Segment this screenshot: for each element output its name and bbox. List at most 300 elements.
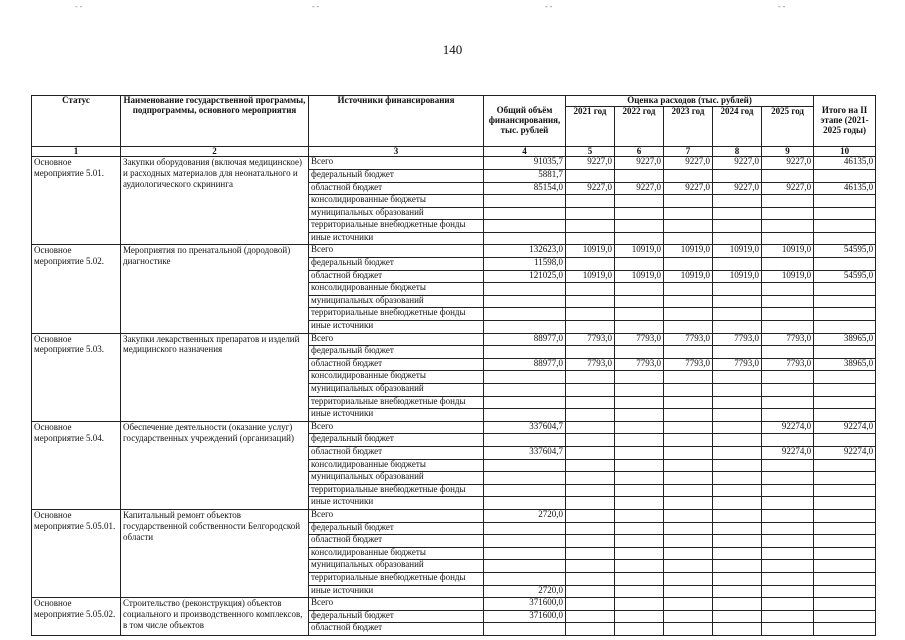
header-year: 2025 год xyxy=(762,106,814,146)
year-amount-cell: 9227,0 xyxy=(664,157,713,170)
funding-source-cell: федеральный бюджет xyxy=(309,169,484,182)
year-amount-cell xyxy=(664,585,713,598)
year-amount-cell: 92274,0 xyxy=(762,421,814,434)
year-amount-cell xyxy=(713,446,762,459)
year-amount-cell xyxy=(713,220,762,233)
year-amount-cell xyxy=(713,484,762,497)
year-amount-cell xyxy=(762,610,814,623)
year-amount-cell xyxy=(713,384,762,397)
funding-source-cell: территориальные внебюджетные фонды xyxy=(309,396,484,409)
total-amount-cell xyxy=(484,195,566,208)
year-amount-cell: 9227,0 xyxy=(713,182,762,195)
year-amount-cell xyxy=(713,258,762,271)
table-row xyxy=(32,509,876,522)
year-amount-cell xyxy=(664,295,713,308)
year-amount-cell xyxy=(664,610,713,623)
funding-source-cell: муниципальных образований xyxy=(309,384,484,397)
total-amount-cell: 2720,0 xyxy=(484,509,566,522)
year-amount-cell xyxy=(615,295,664,308)
year-amount-cell xyxy=(615,560,664,573)
header-total: Общий объём финансирования, тыс. рублей xyxy=(484,96,566,147)
year-amount-cell xyxy=(664,308,713,321)
financing-table xyxy=(31,95,876,636)
stage-total-cell xyxy=(814,509,876,522)
column-number: 5 xyxy=(566,146,615,156)
year-amount-cell xyxy=(713,572,762,585)
year-amount-cell xyxy=(713,371,762,384)
year-amount-cell xyxy=(615,459,664,472)
year-amount-cell: 10919,0 xyxy=(762,270,814,283)
stage-total-cell xyxy=(814,308,876,321)
year-amount-cell xyxy=(566,434,615,447)
stage-total-cell xyxy=(814,610,876,623)
year-amount-cell xyxy=(664,446,713,459)
year-amount-cell xyxy=(664,384,713,397)
column-number: 3 xyxy=(309,146,484,156)
year-amount-cell xyxy=(713,321,762,334)
year-amount-cell xyxy=(566,258,615,271)
column-number: 1 xyxy=(32,146,121,156)
year-amount-cell xyxy=(762,598,814,611)
total-amount-cell xyxy=(484,572,566,585)
year-amount-cell xyxy=(615,232,664,245)
year-amount-cell xyxy=(566,472,615,485)
year-amount-cell xyxy=(664,484,713,497)
year-amount-cell xyxy=(566,585,615,598)
funding-source-cell: иные источники xyxy=(309,321,484,334)
column-number: 8 xyxy=(713,146,762,156)
total-amount-cell xyxy=(484,396,566,409)
year-amount-cell xyxy=(615,283,664,296)
table-row xyxy=(32,598,876,611)
year-amount-cell xyxy=(713,421,762,434)
header-sources: Источники финансирования xyxy=(309,96,484,147)
year-amount-cell: 9227,0 xyxy=(713,157,762,170)
stage-total-cell xyxy=(814,371,876,384)
year-amount-cell xyxy=(762,585,814,598)
year-amount-cell xyxy=(762,509,814,522)
funding-source-cell: консолидированные бюджеты xyxy=(309,371,484,384)
year-amount-cell xyxy=(664,547,713,560)
funding-source-cell: федеральный бюджет xyxy=(309,346,484,359)
total-amount-cell: 371600,0 xyxy=(484,610,566,623)
year-amount-cell xyxy=(615,484,664,497)
year-amount-cell xyxy=(566,446,615,459)
total-amount-cell: 88977,0 xyxy=(484,358,566,371)
year-amount-cell xyxy=(566,295,615,308)
year-amount-cell xyxy=(615,472,664,485)
year-amount-cell xyxy=(566,283,615,296)
funding-source-cell: муниципальных образований xyxy=(309,472,484,485)
total-amount-cell: 371600,0 xyxy=(484,598,566,611)
total-amount-cell xyxy=(484,295,566,308)
funding-source-cell: Всего xyxy=(309,245,484,258)
year-amount-cell xyxy=(664,321,713,334)
year-amount-cell xyxy=(713,283,762,296)
year-amount-cell xyxy=(713,472,762,485)
year-amount-cell xyxy=(664,195,713,208)
funding-source-cell: областной бюджет xyxy=(309,446,484,459)
funding-source-cell: муниципальных образований xyxy=(309,560,484,573)
year-amount-cell xyxy=(664,421,713,434)
total-amount-cell xyxy=(484,220,566,233)
year-amount-cell xyxy=(762,258,814,271)
year-amount-cell xyxy=(762,560,814,573)
year-amount-cell xyxy=(566,308,615,321)
stage-total-cell xyxy=(814,283,876,296)
year-amount-cell: 9227,0 xyxy=(615,182,664,195)
year-amount-cell xyxy=(664,371,713,384)
stage-total-cell xyxy=(814,560,876,573)
year-amount-cell xyxy=(762,472,814,485)
year-amount-cell xyxy=(713,459,762,472)
column-number: 4 xyxy=(484,146,566,156)
year-amount-cell: 7793,0 xyxy=(713,333,762,346)
funding-source-cell: Всего xyxy=(309,333,484,346)
year-amount-cell xyxy=(762,207,814,220)
funding-source-cell: консолидированные бюджеты xyxy=(309,547,484,560)
year-amount-cell xyxy=(566,547,615,560)
header-year: 2021 год xyxy=(566,106,615,146)
funding-source-cell: Всего xyxy=(309,509,484,522)
year-amount-cell xyxy=(664,207,713,220)
year-amount-cell xyxy=(566,384,615,397)
stage-total-cell xyxy=(814,623,876,636)
funding-source-cell: муниципальных образований xyxy=(309,295,484,308)
column-number: 2 xyxy=(121,146,309,156)
year-amount-cell xyxy=(762,434,814,447)
funding-source-cell: иные источники xyxy=(309,585,484,598)
funding-source-cell: федеральный бюджет xyxy=(309,434,484,447)
funding-source-cell: консолидированные бюджеты xyxy=(309,283,484,296)
status-cell: Основное мероприятие 5.04. xyxy=(32,421,121,509)
funding-source-cell: областной бюджет xyxy=(309,535,484,548)
year-amount-cell xyxy=(664,497,713,510)
status-cell: Основное мероприятие 5.03. xyxy=(32,333,121,421)
year-amount-cell xyxy=(615,169,664,182)
total-amount-cell xyxy=(484,484,566,497)
funding-source-cell: иные источники xyxy=(309,497,484,510)
stage-total-cell xyxy=(814,321,876,334)
year-amount-cell xyxy=(713,547,762,560)
year-amount-cell: 10919,0 xyxy=(713,245,762,258)
year-amount-cell xyxy=(664,169,713,182)
year-amount-cell: 7793,0 xyxy=(566,333,615,346)
year-amount-cell xyxy=(664,572,713,585)
header-estimate: Оценка расходов (тыс. рублей) xyxy=(566,96,814,107)
year-amount-cell xyxy=(566,346,615,359)
stage-total-cell: 54595,0 xyxy=(814,270,876,283)
stage-total-cell xyxy=(814,535,876,548)
year-amount-cell: 7793,0 xyxy=(664,333,713,346)
year-amount-cell xyxy=(762,371,814,384)
year-amount-cell: 7793,0 xyxy=(762,358,814,371)
header-year: 2024 год xyxy=(713,106,762,146)
funding-source-cell: областной бюджет xyxy=(309,182,484,195)
page-number: 140 xyxy=(442,42,463,57)
stage-total-cell xyxy=(814,195,876,208)
column-number: 7 xyxy=(664,146,713,156)
year-amount-cell xyxy=(713,409,762,422)
stage-total-cell xyxy=(814,497,876,510)
year-amount-cell xyxy=(566,623,615,636)
year-amount-cell xyxy=(762,484,814,497)
year-amount-cell xyxy=(615,598,664,611)
funding-source-cell: консолидированные бюджеты xyxy=(309,195,484,208)
funding-source-cell: иные источники xyxy=(309,409,484,422)
year-amount-cell xyxy=(566,535,615,548)
header-name: Наименование государственной программы, подпрограммы, основного мероприятия xyxy=(121,96,309,147)
stage-total-cell xyxy=(814,207,876,220)
year-amount-cell xyxy=(615,610,664,623)
funding-source-cell: Всего xyxy=(309,157,484,170)
year-amount-cell xyxy=(664,535,713,548)
year-amount-cell xyxy=(664,258,713,271)
year-amount-cell xyxy=(762,195,814,208)
year-amount-cell xyxy=(713,585,762,598)
funding-source-cell: Всего xyxy=(309,598,484,611)
year-amount-cell xyxy=(713,560,762,573)
year-amount-cell xyxy=(713,509,762,522)
year-amount-cell xyxy=(615,195,664,208)
stage-total-cell xyxy=(814,598,876,611)
year-amount-cell xyxy=(615,446,664,459)
year-amount-cell: 9227,0 xyxy=(566,157,615,170)
total-amount-cell xyxy=(484,409,566,422)
year-amount-cell xyxy=(762,623,814,636)
year-amount-cell xyxy=(615,409,664,422)
year-amount-cell xyxy=(713,232,762,245)
year-amount-cell xyxy=(566,522,615,535)
stage-total-cell xyxy=(814,169,876,182)
year-amount-cell xyxy=(664,409,713,422)
year-amount-cell: 92274,0 xyxy=(762,446,814,459)
funding-source-cell: областной бюджет xyxy=(309,270,484,283)
year-amount-cell: 7793,0 xyxy=(762,333,814,346)
year-amount-cell xyxy=(713,169,762,182)
total-amount-cell xyxy=(484,308,566,321)
year-amount-cell xyxy=(713,522,762,535)
column-number: 10 xyxy=(814,146,876,156)
year-amount-cell: 9227,0 xyxy=(762,182,814,195)
year-amount-cell xyxy=(615,585,664,598)
year-amount-cell: 10919,0 xyxy=(664,245,713,258)
year-amount-cell: 9227,0 xyxy=(664,182,713,195)
year-amount-cell xyxy=(713,535,762,548)
year-amount-cell xyxy=(762,321,814,334)
year-amount-cell xyxy=(615,509,664,522)
stage-total-cell: 38965,0 xyxy=(814,358,876,371)
stage-total-cell xyxy=(814,409,876,422)
year-amount-cell xyxy=(566,232,615,245)
funding-source-cell: федеральный бюджет xyxy=(309,522,484,535)
year-amount-cell xyxy=(713,610,762,623)
funding-source-cell: муниципальных образований xyxy=(309,207,484,220)
status-cell: Основное мероприятие 5.05.02. xyxy=(32,598,121,636)
total-amount-cell: 5881,7 xyxy=(484,169,566,182)
year-amount-cell xyxy=(566,220,615,233)
year-amount-cell xyxy=(615,535,664,548)
stage-total-cell: 92274,0 xyxy=(814,446,876,459)
stage-total-cell xyxy=(814,396,876,409)
year-amount-cell xyxy=(664,283,713,296)
measure-name-cell: Строительство (реконструкция) объектов социального и производственного комплексов, в том числе объектов xyxy=(121,598,309,636)
table-body xyxy=(32,157,876,636)
year-amount-cell xyxy=(566,484,615,497)
year-amount-cell xyxy=(566,409,615,422)
table-row xyxy=(32,245,876,258)
stage-total-cell xyxy=(814,220,876,233)
year-amount-cell: 10919,0 xyxy=(566,270,615,283)
year-amount-cell: 10919,0 xyxy=(713,270,762,283)
total-amount-cell: 11598,0 xyxy=(484,258,566,271)
funding-source-cell: консолидированные бюджеты xyxy=(309,459,484,472)
year-amount-cell xyxy=(615,321,664,334)
year-amount-cell xyxy=(762,232,814,245)
stage-total-cell xyxy=(814,484,876,497)
stage-total-cell: 54595,0 xyxy=(814,245,876,258)
stage-total-cell: 38965,0 xyxy=(814,333,876,346)
table-row xyxy=(32,157,876,170)
year-amount-cell: 10919,0 xyxy=(664,270,713,283)
year-amount-cell xyxy=(566,598,615,611)
total-amount-cell xyxy=(484,283,566,296)
header-year: 2022 год xyxy=(615,106,664,146)
year-amount-cell xyxy=(762,535,814,548)
year-amount-cell xyxy=(713,497,762,510)
year-amount-cell: 10919,0 xyxy=(762,245,814,258)
year-amount-cell xyxy=(566,396,615,409)
year-amount-cell xyxy=(762,522,814,535)
funding-source-cell: областной бюджет xyxy=(309,358,484,371)
status-cell: Основное мероприятие 5.02. xyxy=(32,245,121,333)
year-amount-cell xyxy=(713,623,762,636)
year-amount-cell xyxy=(664,560,713,573)
year-amount-cell xyxy=(713,396,762,409)
year-amount-cell xyxy=(566,371,615,384)
stage-total-cell xyxy=(814,472,876,485)
total-amount-cell xyxy=(484,384,566,397)
year-amount-cell xyxy=(615,547,664,560)
year-amount-cell: 9227,0 xyxy=(762,157,814,170)
year-amount-cell xyxy=(566,509,615,522)
total-amount-cell xyxy=(484,346,566,359)
funding-source-cell: территориальные внебюджетные фонды xyxy=(309,220,484,233)
year-amount-cell xyxy=(566,497,615,510)
table-row xyxy=(32,421,876,434)
year-amount-cell xyxy=(664,623,713,636)
status-cell: Основное мероприятие 5.05.01. xyxy=(32,509,121,597)
total-amount-cell: 2720,0 xyxy=(484,585,566,598)
column-number-row xyxy=(32,146,876,156)
year-amount-cell: 10919,0 xyxy=(566,245,615,258)
funding-source-cell: федеральный бюджет xyxy=(309,610,484,623)
year-amount-cell xyxy=(762,572,814,585)
year-amount-cell xyxy=(664,472,713,485)
year-amount-cell xyxy=(615,258,664,271)
table-row xyxy=(32,333,876,346)
year-amount-cell xyxy=(713,598,762,611)
year-amount-cell xyxy=(713,434,762,447)
year-amount-cell xyxy=(615,522,664,535)
year-amount-cell xyxy=(664,522,713,535)
total-amount-cell xyxy=(484,371,566,384)
year-amount-cell xyxy=(615,308,664,321)
year-amount-cell xyxy=(762,396,814,409)
year-amount-cell xyxy=(566,321,615,334)
year-amount-cell xyxy=(566,169,615,182)
year-amount-cell xyxy=(615,421,664,434)
funding-source-cell: территориальные внебюджетные фонды xyxy=(309,484,484,497)
year-amount-cell xyxy=(762,459,814,472)
funding-source-cell: федеральный бюджет xyxy=(309,258,484,271)
year-amount-cell xyxy=(615,572,664,585)
year-amount-cell xyxy=(762,295,814,308)
column-number: 9 xyxy=(762,146,814,156)
total-amount-cell: 337604,7 xyxy=(484,421,566,434)
stage-total-cell xyxy=(814,522,876,535)
stage-total-cell xyxy=(814,384,876,397)
funding-source-cell: областной бюджет xyxy=(309,623,484,636)
total-amount-cell xyxy=(484,560,566,573)
total-amount-cell xyxy=(484,232,566,245)
year-amount-cell xyxy=(615,371,664,384)
status-cell: Основное мероприятие 5.01. xyxy=(32,157,121,245)
year-amount-cell xyxy=(762,547,814,560)
year-amount-cell xyxy=(664,509,713,522)
stage-total-cell xyxy=(814,434,876,447)
column-number: 6 xyxy=(615,146,664,156)
stage-total-cell xyxy=(814,346,876,359)
total-amount-cell xyxy=(484,207,566,220)
measure-name-cell: Обеспечение деятельности (оказание услуг) государственных учреждений (организаций) xyxy=(121,421,309,509)
stage-total-cell xyxy=(814,295,876,308)
year-amount-cell: 7793,0 xyxy=(713,358,762,371)
year-amount-cell xyxy=(566,207,615,220)
year-amount-cell xyxy=(664,346,713,359)
funding-source-cell: территориальные внебюджетные фонды xyxy=(309,308,484,321)
year-amount-cell xyxy=(713,295,762,308)
measure-name-cell: Мероприятия по пренатальной (дородовой) диагностике xyxy=(121,245,309,333)
total-amount-cell: 85154,0 xyxy=(484,182,566,195)
year-amount-cell: 10919,0 xyxy=(615,245,664,258)
header-year: 2023 год xyxy=(664,106,713,146)
funding-source-cell: Всего xyxy=(309,421,484,434)
year-amount-cell xyxy=(615,346,664,359)
total-amount-cell xyxy=(484,623,566,636)
year-amount-cell xyxy=(664,598,713,611)
year-amount-cell xyxy=(713,346,762,359)
year-amount-cell: 7793,0 xyxy=(615,333,664,346)
year-amount-cell xyxy=(762,283,814,296)
total-amount-cell xyxy=(484,434,566,447)
total-amount-cell xyxy=(484,472,566,485)
year-amount-cell xyxy=(762,409,814,422)
measure-name-cell: Закупки оборудования (включая медицинское) и расходных материалов для неонатального и аудиологического скрининга xyxy=(121,157,309,245)
total-amount-cell: 121025,0 xyxy=(484,270,566,283)
year-amount-cell xyxy=(566,459,615,472)
year-amount-cell xyxy=(762,346,814,359)
measure-name-cell: Закупки лекарственных препаратов и изделий медицинского назначения xyxy=(121,333,309,421)
total-amount-cell: 88977,0 xyxy=(484,333,566,346)
total-amount-cell: 132623,0 xyxy=(484,245,566,258)
year-amount-cell xyxy=(664,396,713,409)
year-amount-cell xyxy=(664,232,713,245)
year-amount-cell xyxy=(615,623,664,636)
stage-total-cell xyxy=(814,232,876,245)
funding-source-cell: территориальные внебюджетные фонды xyxy=(309,572,484,585)
year-amount-cell: 7793,0 xyxy=(566,358,615,371)
